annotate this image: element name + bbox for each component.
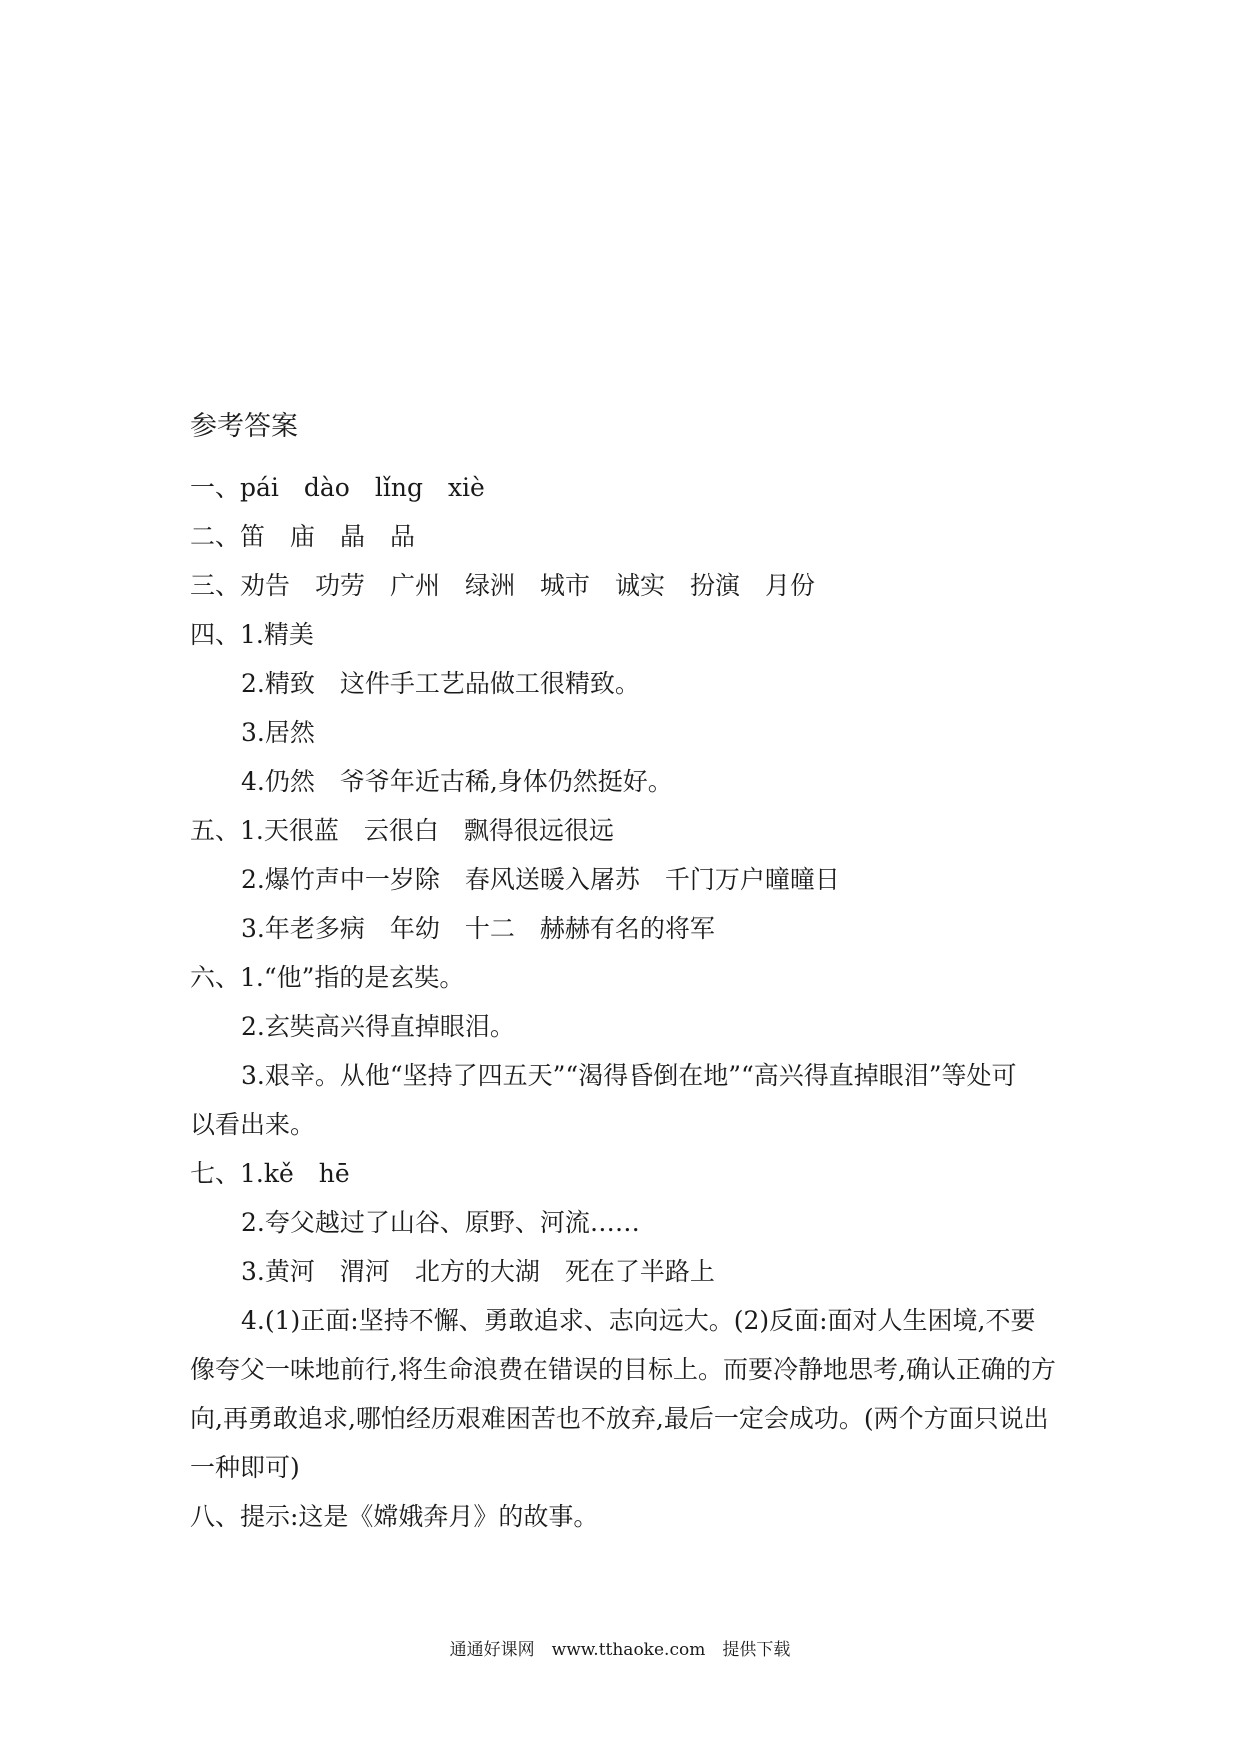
answer-item: 2.夸父越过了山谷、原野、河流……	[241, 1208, 640, 1237]
answer-item: 2.玄奘高兴得直掉眼泪。	[241, 1012, 515, 1041]
answer-section-7: 七、1.kě hē	[190, 1159, 350, 1188]
answer-section-6: 六、1.“他”指的是玄奘。	[190, 963, 465, 992]
answer-item: 2.爆竹声中一岁除 春风送暖入屠苏 千门万户曈曈日	[241, 865, 840, 894]
answer-continuation: 像夸父一味地前行,将生命浪费在错误的目标上。而要冷静地思考,确认正确的方	[190, 1355, 1056, 1384]
answer-section-2: 二、笛 庙 晶 品	[190, 522, 416, 551]
answer-item: 2.精致 这件手工艺品做工很精致。	[241, 669, 640, 698]
answer-section-3: 三、劝告 功劳 广州 绿洲 城市 诚实 扮演 月份	[190, 571, 816, 600]
answer-continuation: 以看出来。	[190, 1110, 316, 1139]
footer-source-note: 通通好课网 www.tthaoke.com 提供下载	[449, 1640, 791, 1660]
answer-section-8: 八、提示:这是《嫦娥奔月》的故事。	[190, 1502, 599, 1531]
answer-item: 3.黄河 渭河 北方的大湖 死在了半路上	[241, 1257, 715, 1286]
answer-continuation: 一种即可)	[190, 1453, 300, 1482]
answer-item: 3.居然	[241, 718, 315, 747]
answer-item: 4.(1)正面:坚持不懈、勇敢追求、志向远大。(2)反面:面对人生困境,不要	[241, 1306, 1036, 1335]
answer-item: 3.年老多病 年幼 十二 赫赫有名的将军	[241, 914, 715, 943]
answer-section-5: 五、1.天很蓝 云很白 飘得很远很远	[190, 816, 614, 845]
answer-section-4: 四、1.精美	[190, 620, 314, 649]
page-title: 参考答案	[190, 411, 298, 442]
answer-continuation: 向,再勇敢追求,哪怕经历艰难困苦也不放弃,最后一定会成功。(两个方面只说出	[190, 1404, 1049, 1433]
answer-item: 4.仍然 爷爷年近古稀,身体仍然挺好。	[241, 767, 673, 796]
answer-item: 3.艰辛。从他“坚持了四五天”“渴得昏倒在地”“高兴得直掉眼泪”等处可	[241, 1061, 1017, 1090]
answer-section-1: 一、pái dào lǐng xiè	[190, 473, 485, 502]
